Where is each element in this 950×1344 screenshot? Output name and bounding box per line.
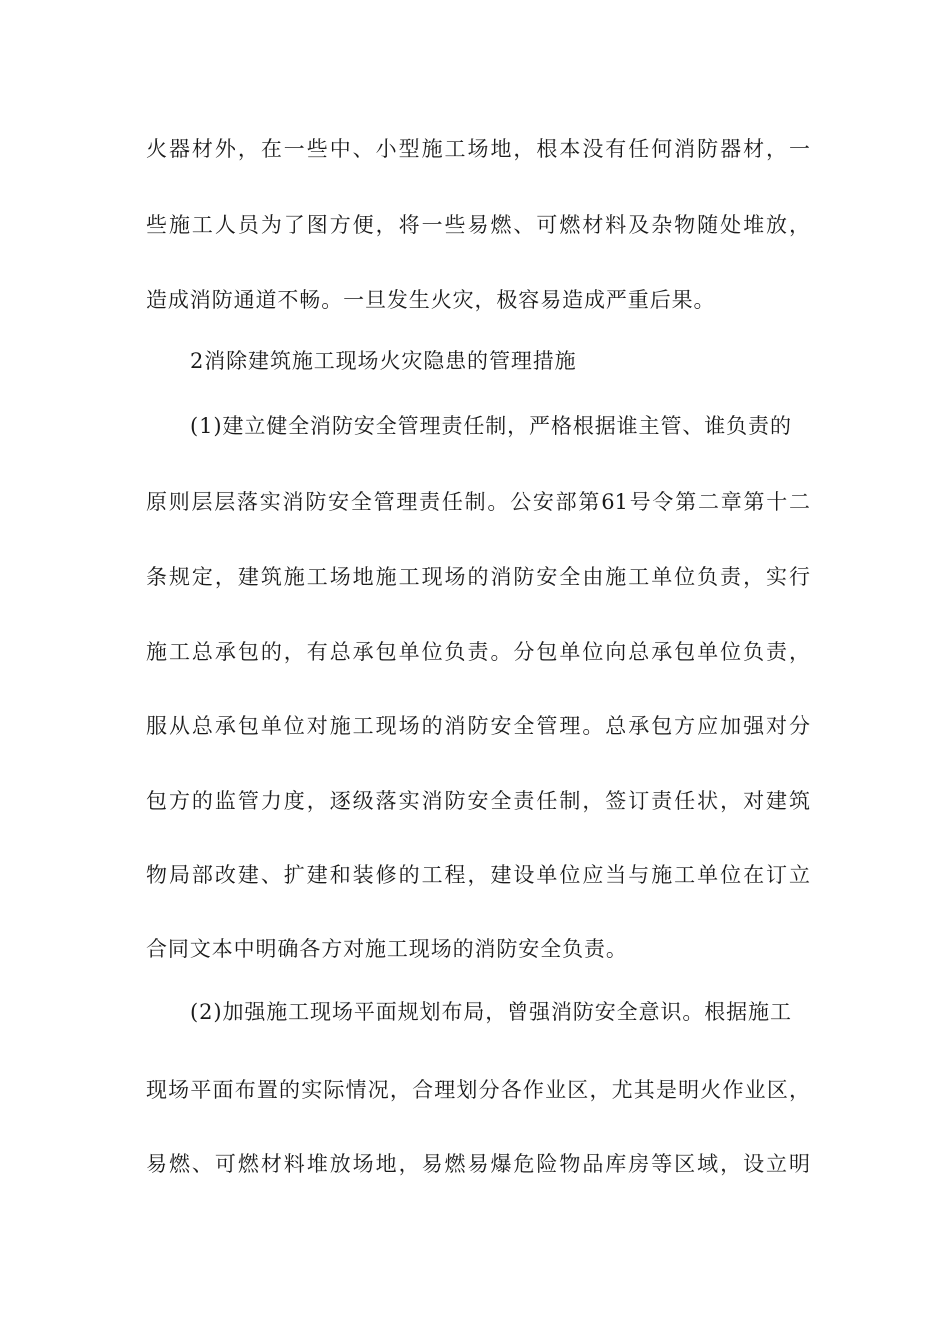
paragraph-line: 造成消防通道不畅。一旦发生火灾，极容易造成严重后果。 [146, 288, 716, 312]
paragraph-line: 包方的监管力度，逐级落实消防安全责任制，签订责任状，对建筑 [146, 789, 810, 813]
section-heading: 2消除建筑施工现场火灾隐患的管理措施 [190, 349, 577, 373]
paragraph-line: 合同文本中明确各方对施工现场的消防安全负责。 [146, 937, 628, 961]
paragraph-line: 条规定，建筑施工场地施工现场的消防安全由施工单位负责，实行 [146, 565, 810, 589]
paragraph-line: (2)加强施工现场平面规划布局，曾强消防安全意识。根据施工 [190, 1000, 792, 1024]
paragraph-line: 易燃、可燃材料堆放场地，易燃易爆危险物品库房等区域，设立明 [146, 1152, 810, 1176]
paragraph-line: 服从总承包单位对施工现场的消防安全管理。总承包方应加强对分 [146, 714, 810, 738]
paragraph-line: 原则层层落实消防安全管理责任制。公安部第61号令第二章第十二 [146, 490, 810, 514]
paragraph-line: 物局部改建、扩建和装修的工程，建设单位应当与施工单位在订立 [146, 863, 810, 887]
paragraph-line: 现场平面布置的实际情况，合理划分各作业区，尤其是明火作业区， [146, 1078, 810, 1102]
paragraph-line: 施工总承包的，有总承包单位负责。分包单位向总承包单位负责， [146, 640, 810, 664]
paragraph-line: (1)建立健全消防安全管理责任制，严格根据谁主管、谁负责的 [190, 414, 792, 438]
paragraph-line: 些施工人员为了图方便，将一些易燃、可燃材料及杂物随处堆放， [146, 213, 810, 237]
paragraph-line: 火器材外，在一些中、小型施工场地，根本没有任何消防器材，一 [146, 137, 810, 161]
